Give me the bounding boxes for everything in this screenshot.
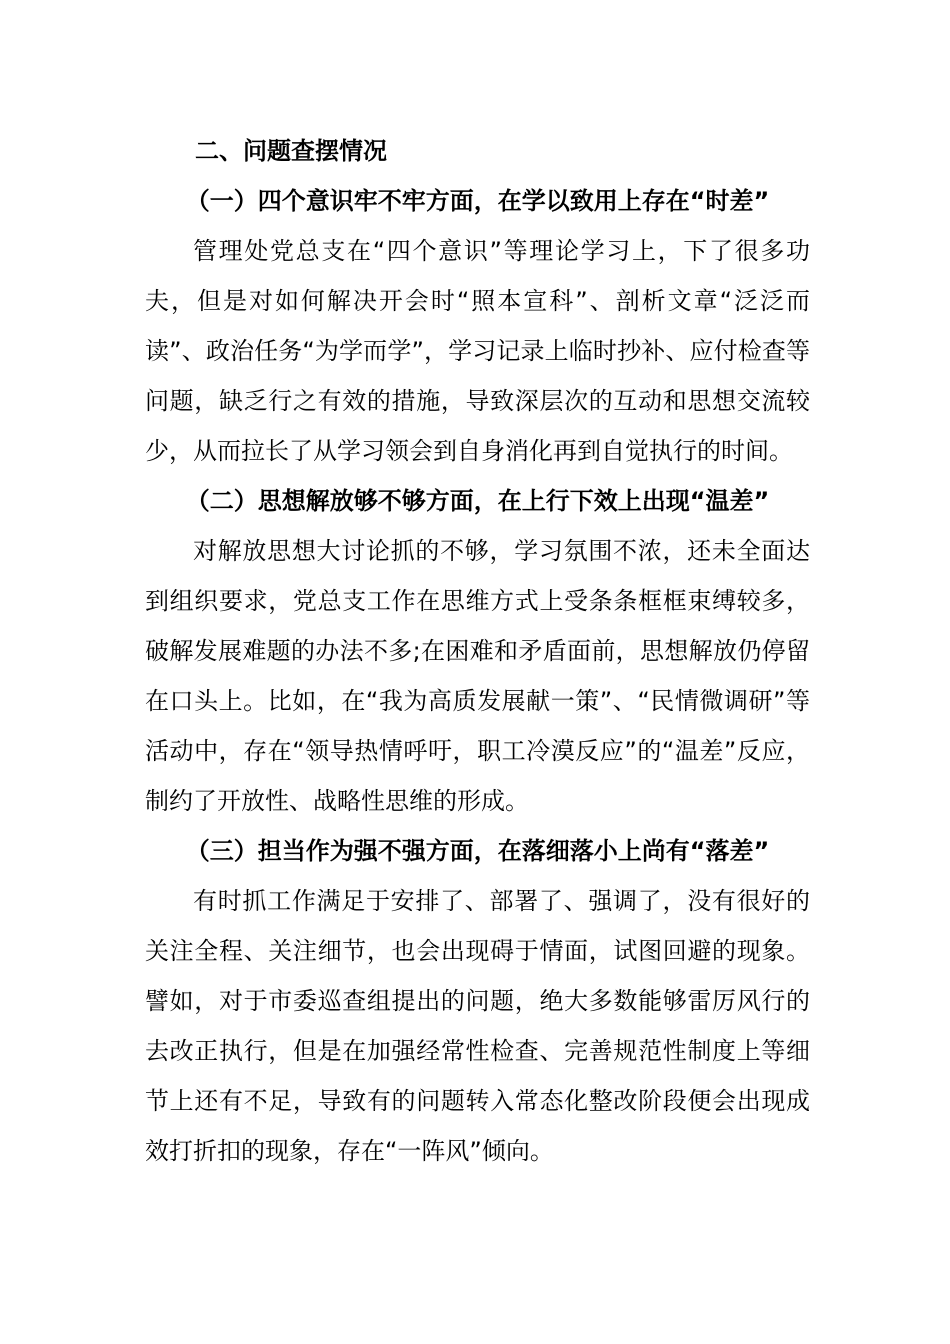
subsection-2-title: （二）思想解放够不够方面，在上行下效上出现“温差” bbox=[185, 487, 770, 515]
subsection-1-title: （一）四个意识牢不牢方面，在学以致用上存在“时差” bbox=[185, 187, 770, 215]
subsection-1-body: 管理处党总支在“四个意识”等理论学习上，下了很多功夫，但是对如何解决开会时“照本宣科”、剖析文章“泛泛而读”、政治任务“为学而学”，学习记录上临时抄补、应付检查等问题，缺乏行之有效的措施，导致深层次的互动和思想交流较少，从而拉长了从学习领会到自身消化再到自觉执行的时间。 bbox=[145, 237, 810, 465]
subsection-2-body: 对解放思想大讨论抓的不够，学习氛围不浓，还未全面达到组织要求，党总支工作在思维方式上受条条框框束缚较多，破解发展难题的办法不多;在困难和矛盾面前，思想解放仍停留在口头上。比如，在“我为高质发展献一策”、“民情微调研”等活动中，存在“领导热情呼吁，职工冷漠反应”的“温差”反应，制约了开放性、战略性思维的形成。 bbox=[145, 537, 810, 815]
section-title: 二、问题查摆情况 bbox=[195, 137, 387, 165]
document-page bbox=[145, 126, 810, 1176]
subsection-3-title: （三）担当作为强不强方面，在落细落小上尚有“落差” bbox=[185, 837, 770, 865]
subsection-3-body: 有时抓工作满足于安排了、部署了、强调了，没有很好的关注全程、关注细节，也会出现碍于情面，试图回避的现象。譬如，对于市委巡查组提出的问题，绝大多数能够雷厉风行的去改正执行，但是在加强经常性检查、完善规范性制度上等细节上还有不足，导致有的问题转入常态化整改阶段便会出现成效打折扣的现象，存在“一阵风”倾向。 bbox=[145, 887, 810, 1165]
